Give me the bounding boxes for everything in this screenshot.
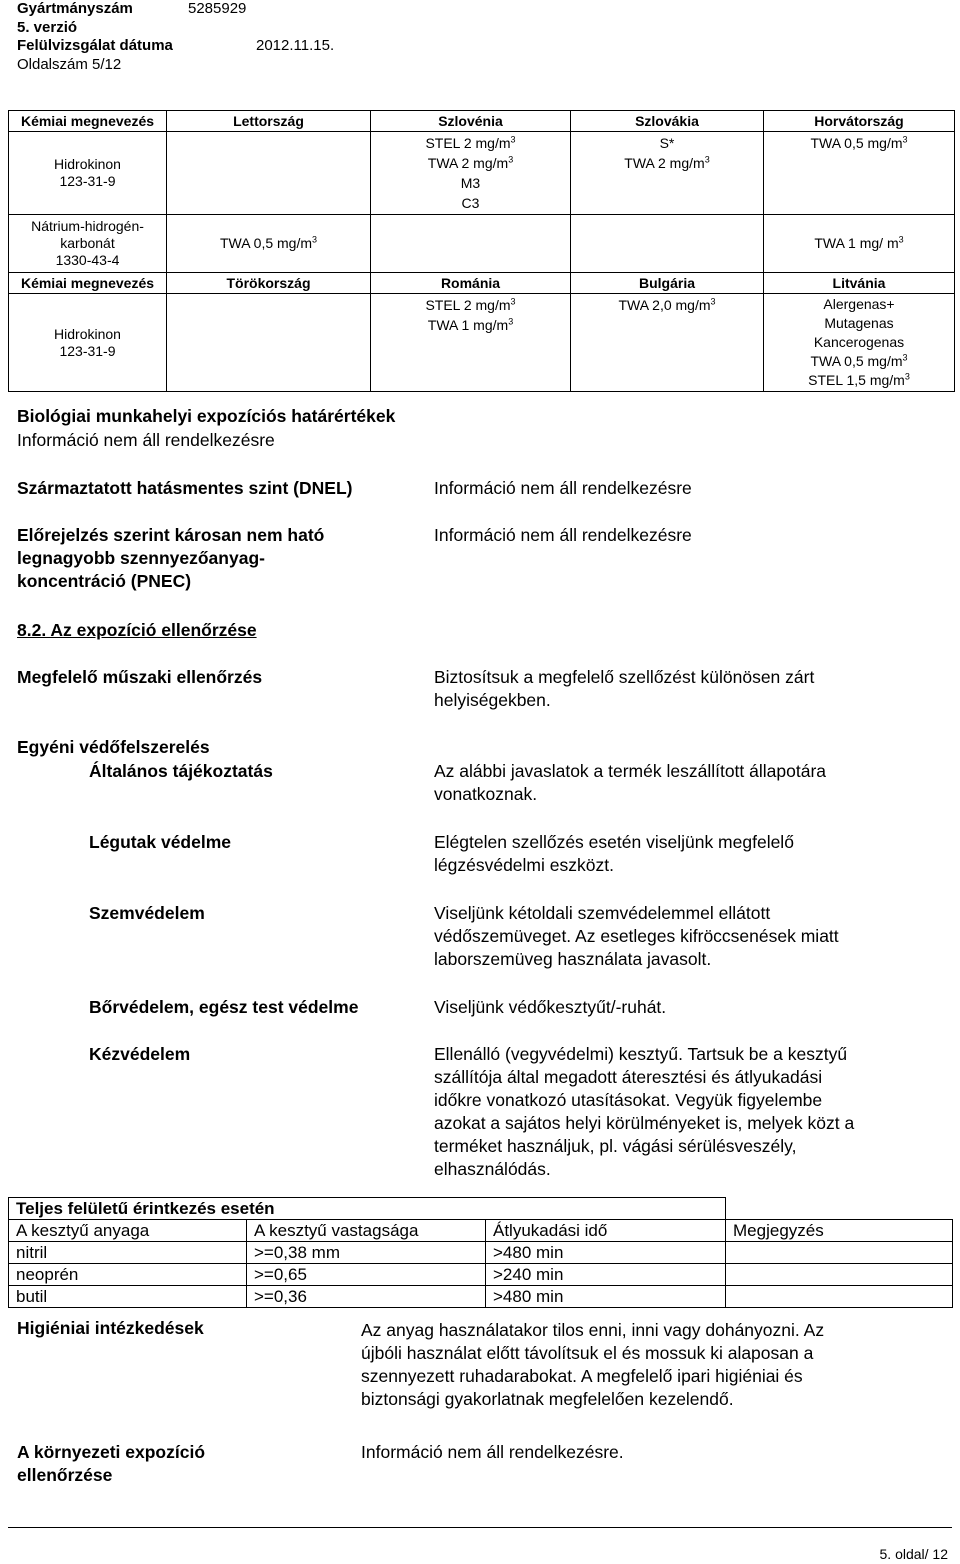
version: 5. verzió: [17, 19, 78, 36]
bio-title: Biológiai munkahelyi expozíciós határértékek: [17, 406, 396, 426]
manufacturer-label: Gyártmányszám: [17, 0, 133, 17]
glove-table-header-row: [9, 1220, 953, 1242]
eye-value: Viseljünk kétoldali szemvédelemmel ellátott védőszemüveget. Az esetleges kifröccsenések miatt laborszemüveg használata javasolt.: [434, 903, 839, 969]
chemical-name-cell: Hidrokinon 123-31-9: [9, 132, 167, 215]
table-row: [9, 132, 955, 215]
header-cell: Horvátország: [764, 111, 955, 132]
env-label: A környezeti expozíció ellenőrzése: [17, 1442, 206, 1485]
glove-table-title: Teljes felületű érintkezés esetén: [9, 1198, 726, 1220]
value-cell: [571, 215, 764, 273]
footer-page: 5. oldal/ 12: [879, 1546, 948, 1562]
header-cell: Kémiai megnevezés: [9, 273, 167, 294]
table-row: [9, 294, 955, 392]
skin-value: Viseljünk védőkesztyűt/-ruhát.: [434, 997, 667, 1017]
hygiene-value: Az anyag használatakor tilos enni, inni vagy dohányozni. Az újbóli használat előtt távolítsuk el és mossuk ki alaposan a szennyezett ruhadarabokat. A megfelelő ipari higiéniai és biztonsági gyakorlatnak megfelelően kezelendő.: [361, 1320, 825, 1409]
value-cell: Alergenas+ Mutagenas Kancerogenas TWA 0,5 $mg/m^3$ STEL 1,5 $mg/m^3$: [764, 294, 955, 392]
glove-table: [8, 1197, 953, 1308]
pnec-value: Információ nem áll rendelkezésre: [434, 525, 692, 545]
column-header: Átlyukadási idő: [486, 1220, 726, 1242]
column-header: A kesztyű vastagsága: [247, 1220, 486, 1242]
ppe-label: Egyéni védőfelszerelés: [17, 737, 210, 757]
section-title: 8.2. Az expozíció ellenőrzése: [17, 620, 257, 640]
eye-label: Szemvédelem: [89, 903, 205, 923]
value-cell: [167, 132, 371, 215]
table-row: [9, 215, 955, 273]
hygiene-label: Higiéniai intézkedések: [17, 1318, 204, 1338]
value-cell: [167, 294, 371, 392]
hand-label: Kézvédelem: [89, 1044, 191, 1064]
bio-text: Információ nem áll rendelkezésre: [17, 430, 275, 450]
chemical-name-cell: Hidrokinon 123-31-9: [9, 294, 167, 392]
table-header-row: [9, 273, 955, 294]
page-number: Oldalszám 5/12: [17, 56, 122, 73]
header-cell: Románia: [371, 273, 571, 294]
hand-value: Ellenálló (vegyvédelmi) kesztyű. Tartsuk be a kesztyű szállítója által megadott áteresztési és átlyukadási időkre vonatkozó utasításokat. Vegyük figyelembe azokat a sajátos helyi körülményeket is, melyek közt a terméket használjuk, pl. vágási sérülésveszély, elhasználódás.: [434, 1044, 855, 1179]
ppe-general-label: Általános tájékoztatás: [89, 761, 273, 781]
header-cell: Lettország: [167, 111, 371, 132]
manufacturer-value: 5285929: [188, 0, 247, 17]
glove-table-title-row: [9, 1198, 953, 1220]
revision-label: Felülvizsgálat dátuma: [17, 37, 173, 54]
chemical-name-cell: Nátrium-hidrogén- karbonát 1330-43-4: [9, 215, 167, 273]
eng-value: Biztosítsuk a megfelelő szellőzést különösen zárt helyiségekben.: [434, 667, 815, 710]
value-cell: TWA 2,0 $mg/m^3$: [571, 294, 764, 392]
ppe-general-value: Az alábbi javaslatok a termék leszállított állapotára vonatkoznak.: [434, 761, 827, 804]
revision-value: 2012.11.15.: [256, 37, 335, 54]
document-header: [17, 0, 417, 75]
value-cell: TWA 0,5 $mg/m^3$: [764, 132, 955, 215]
table-row: neoprén >=0,65 >240 min: [9, 1264, 953, 1286]
value-cell: STEL 2 $mg/m^3$ TWA 2 $mg/m^3$ M3 C3: [371, 132, 571, 215]
resp-value: Elégtelen szellőzés esetén viseljünk megfelelő légzésvédelmi eszközt.: [434, 832, 794, 875]
header-cell: Litvánia: [764, 273, 955, 294]
header-cell: Bulgária: [571, 273, 764, 294]
table-header-row: [9, 111, 955, 132]
header-cell: Kémiai megnevezés: [9, 111, 167, 132]
column-header: Megjegyzés: [726, 1220, 953, 1242]
column-header: A kesztyű anyaga: [9, 1220, 247, 1242]
env-value: Információ nem áll rendelkezésre.: [361, 1442, 624, 1462]
value-cell: TWA 0,5 $mg/m^3$: [167, 215, 371, 273]
header-cell: Szlovákia: [571, 111, 764, 132]
header-cell: Törökország: [167, 273, 371, 294]
value-cell: S* TWA 2 $mg/m^3$: [571, 132, 764, 215]
resp-label: Légutak védelme: [89, 832, 231, 852]
skin-label: Bőrvédelem, egész test védelme: [89, 997, 359, 1017]
header-cell: Szlovénia: [371, 111, 571, 132]
dnel-value: Információ nem áll rendelkezésre: [434, 478, 692, 498]
value-cell: STEL 2 $mg/m^3$ TWA 1 $mg/m^3$: [371, 294, 571, 392]
pnec-label: Előrejelzés szerint károsan nem ható legnagyobb szennyezőanyag- koncentráció (PNEC): [17, 525, 325, 591]
dnel-label: Származtatott hatásmentes szint (DNEL): [17, 478, 353, 498]
value-cell: [371, 215, 571, 273]
eng-label: Megfelelő műszaki ellenőrzés: [17, 667, 263, 687]
exposure-limits-table: [8, 110, 955, 392]
table-row: butil >=0,36 >480 min: [9, 1286, 953, 1308]
value-cell: TWA 1 mg/ $m^3$: [764, 215, 955, 273]
table-row: nitril >=0,38 mm >480 min: [9, 1242, 953, 1264]
footer-divider: [8, 1527, 952, 1528]
